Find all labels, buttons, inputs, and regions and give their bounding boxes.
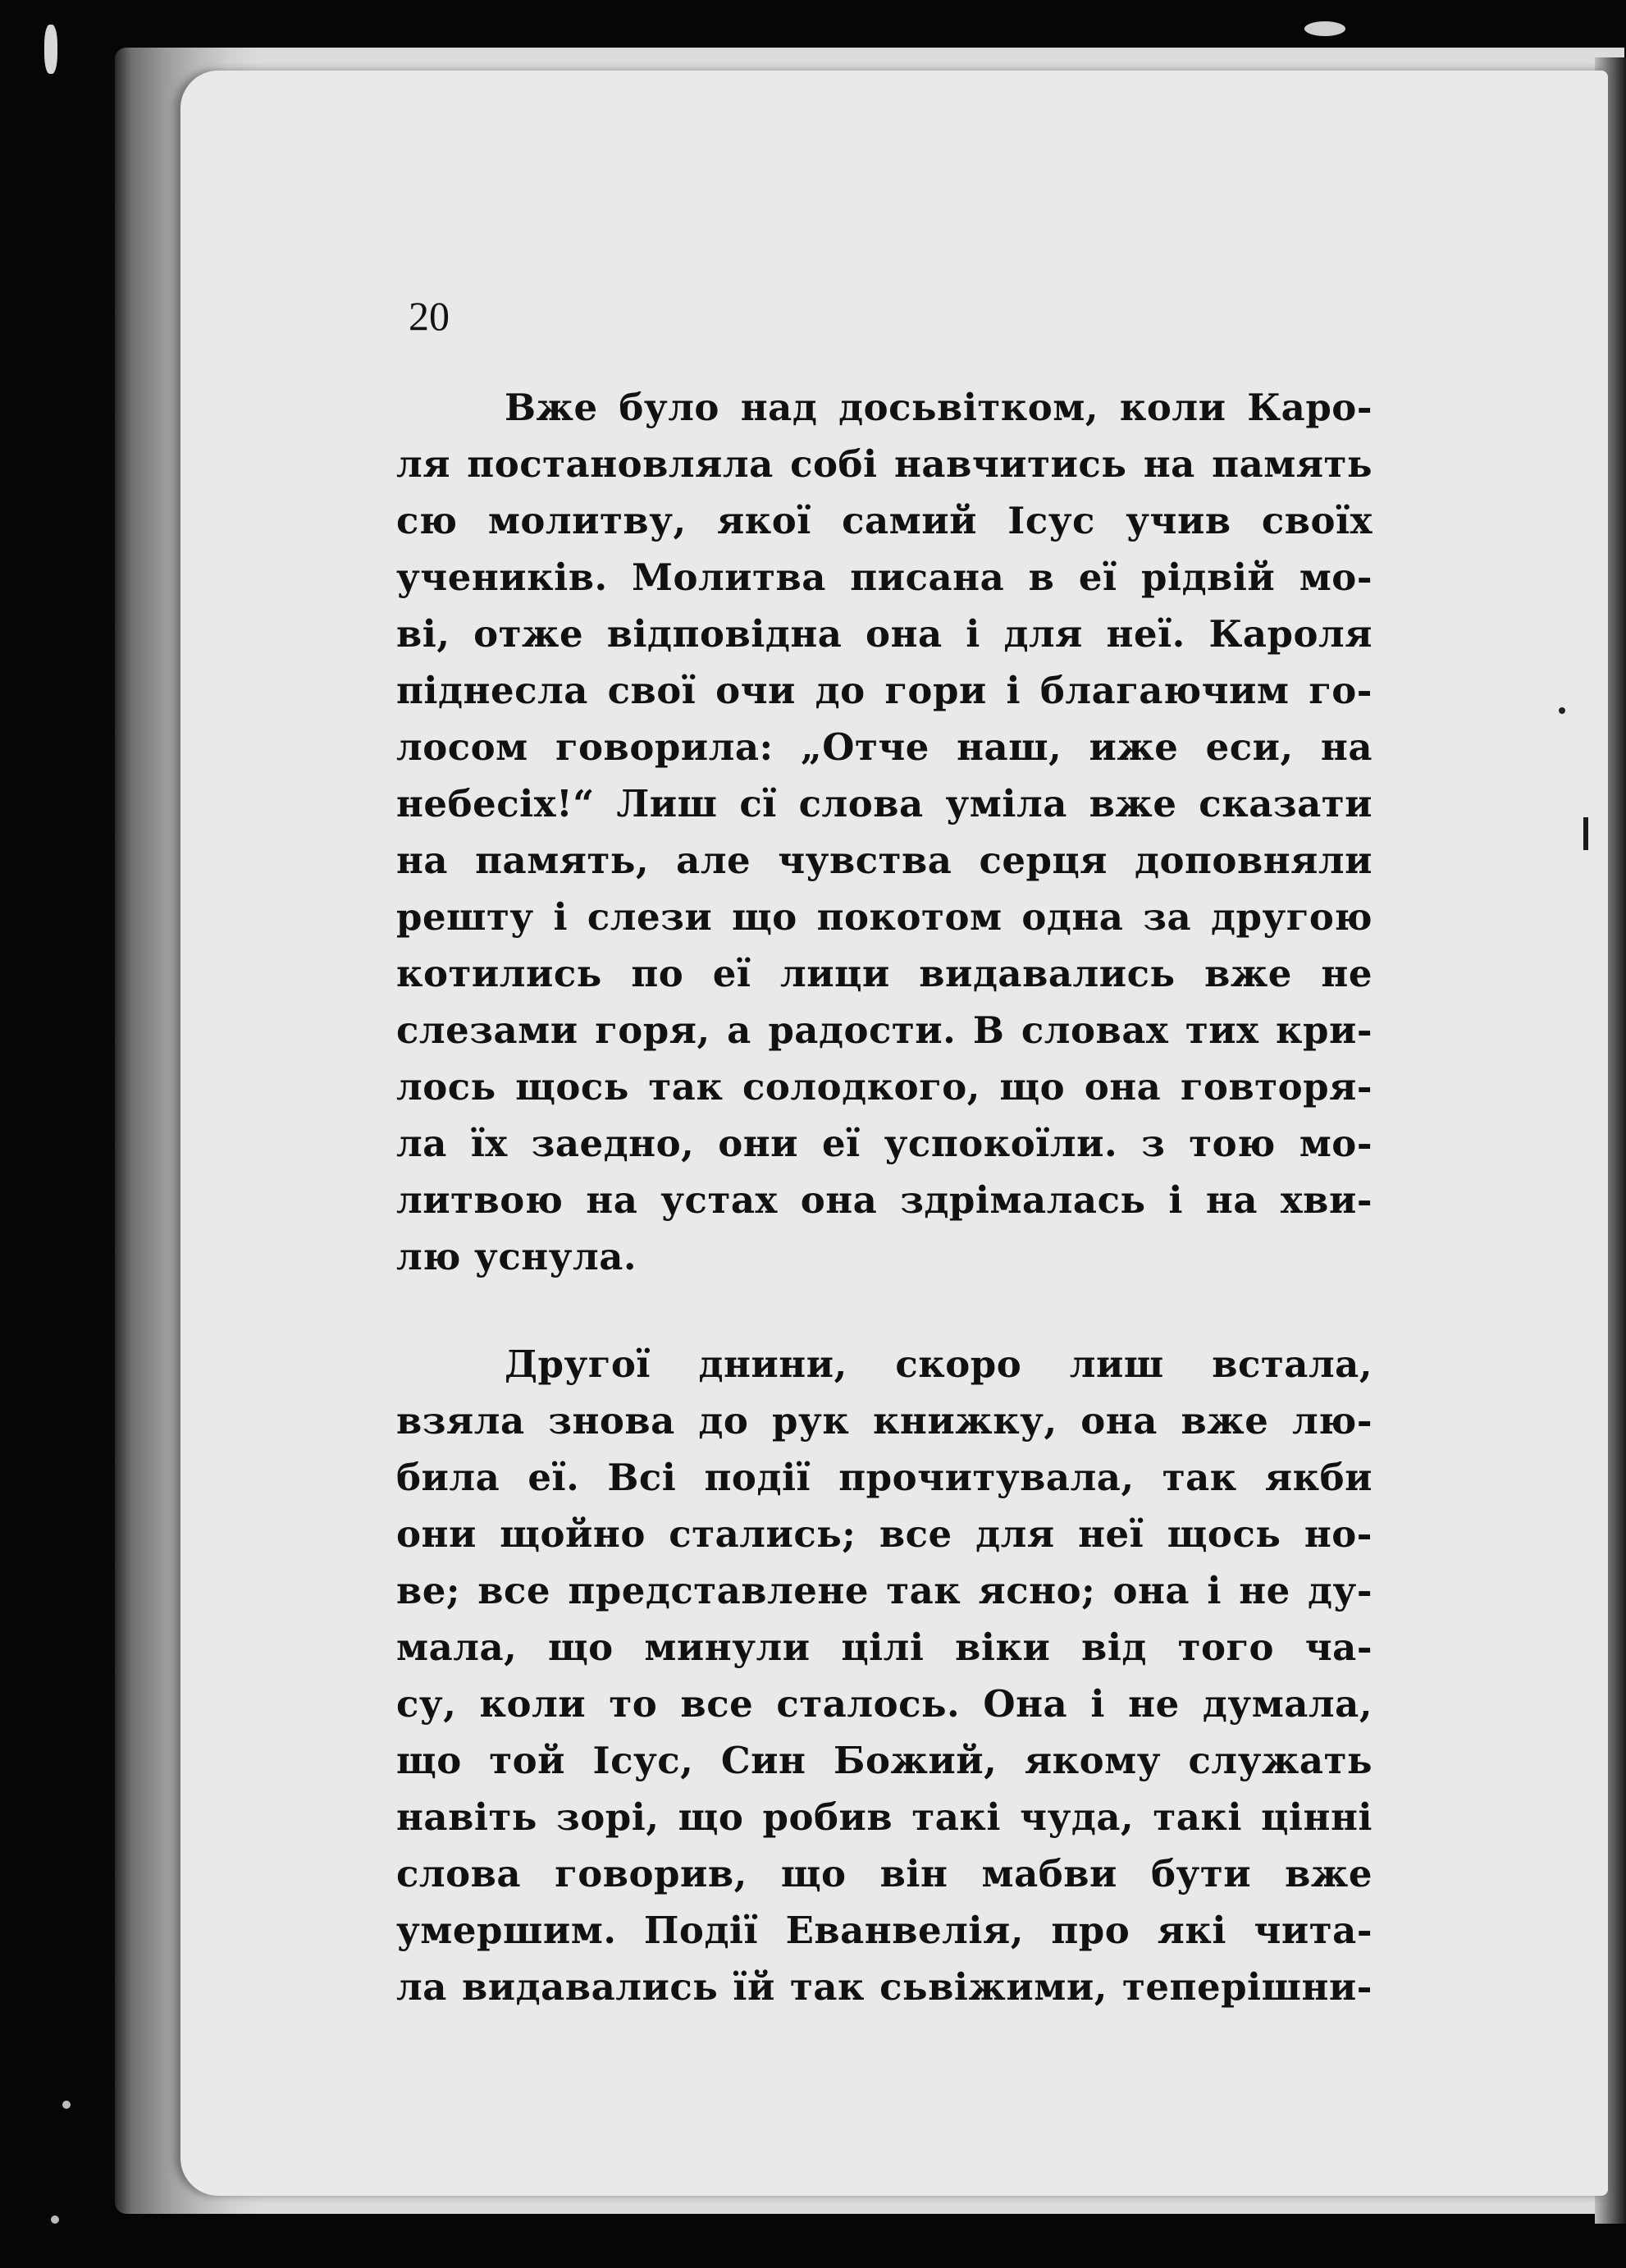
paragraph bbox=[396, 379, 1373, 1285]
text-line: су, коли то все сталось. Она і не думала, bbox=[396, 1682, 1373, 1726]
text-line: взяла знова до рук книжку, она вже лю- bbox=[396, 1399, 1373, 1443]
text-line: они щойно стались; все для неї щось но- bbox=[396, 1512, 1373, 1556]
dust-speck bbox=[1559, 707, 1565, 714]
text-line: литвою на устах она здрімалась і на хви- bbox=[396, 1178, 1373, 1222]
text-line: котились по еї лици видавались вже не bbox=[396, 952, 1373, 995]
text-line: сю молитву, якої самий Ісус учив своїх bbox=[396, 499, 1373, 542]
text-line: ля постановляла собі навчитись на память bbox=[396, 442, 1373, 486]
text-line: умершим. Події Еванвелія, про які чита- bbox=[396, 1909, 1373, 1952]
text-line: учеників. Молитва писана в еї рідвій мо- bbox=[396, 556, 1373, 599]
text-line: ве; все представлене так ясно; она і не ду- bbox=[396, 1569, 1373, 1612]
text-line: ві, отже відповідна она і для неї. Кароля bbox=[396, 612, 1373, 656]
text-line: ла видавались їй так сьвіжими, теперішни- bbox=[396, 1965, 1373, 2009]
text-line: слезами горя, а радости. В словах тих кри- bbox=[396, 1008, 1373, 1052]
paragraph bbox=[396, 1336, 1373, 2015]
text-line: ла їх заедно, они еї успокоїли. з тою мо- bbox=[396, 1122, 1373, 1165]
dust-speck bbox=[44, 25, 57, 74]
text-line: решту і слези що покотом одна за другою bbox=[396, 895, 1373, 939]
dust-speck bbox=[62, 2101, 71, 2109]
text-line: Другої днини, скоро лиш встала, bbox=[505, 1342, 1373, 1386]
dust-speck bbox=[1304, 21, 1345, 36]
text-line: що той Ісус, Син Божий, якому служать bbox=[396, 1739, 1373, 1782]
dust-speck bbox=[51, 2215, 59, 2224]
text-line: лю уснула. bbox=[396, 1235, 637, 1278]
text-line: Вже було над досьвітком, коли Каро- bbox=[505, 386, 1373, 429]
text-line: небесіх!“ Лиш сї слова уміла вже сказати bbox=[396, 782, 1373, 825]
text-line: лось щось так солодкого, що она говторя- bbox=[396, 1065, 1373, 1109]
text-line: піднесла свої очи до гори і благаючим го- bbox=[396, 669, 1373, 712]
text-line: била еї. Всі події прочитувала, так якби bbox=[396, 1456, 1373, 1499]
text-line: мала, що минули цілі віки від того ча- bbox=[396, 1626, 1373, 1669]
text-line: навіть зорі, що робив такі чуда, такі цінні bbox=[396, 1795, 1373, 1839]
margin-mark bbox=[1583, 817, 1588, 850]
text-line: лосом говорила: „Отче наш, иже еси, на bbox=[396, 725, 1373, 769]
text-line: слова говорив, що він мабви бути вже bbox=[396, 1852, 1373, 1895]
page-number: 20 bbox=[409, 293, 450, 339]
page-body-text bbox=[396, 379, 1373, 2015]
text-line: на память, але чувства серця доповняли bbox=[396, 839, 1373, 882]
